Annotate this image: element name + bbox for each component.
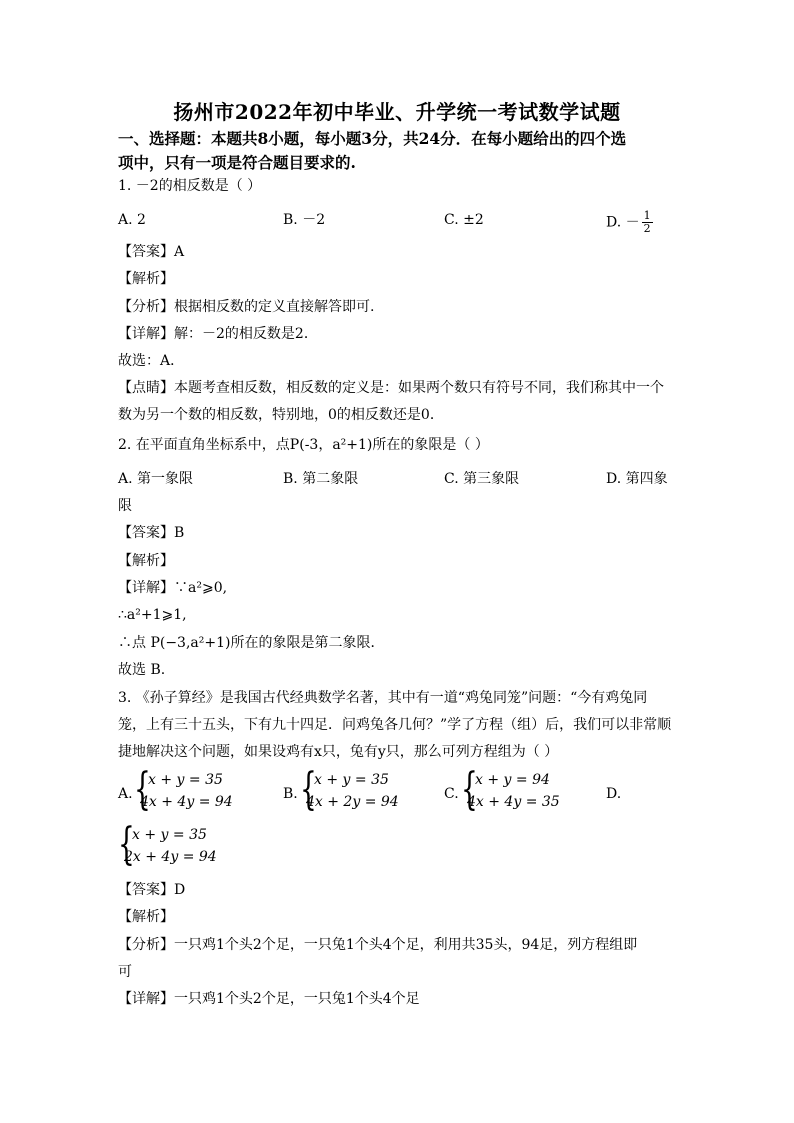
q2-option-d: D. 第四象 — [606, 471, 668, 487]
equation: x + y = 35 — [148, 772, 223, 788]
q1-option-b: B. －2 — [283, 212, 326, 228]
q3-option-b-label: B. — [283, 786, 298, 802]
equation: 4x + 2y = 94 — [306, 794, 399, 810]
brace-icon: { — [118, 819, 135, 870]
q3-answer: 【答案】D — [118, 882, 186, 898]
q2-detail-line3: ∴点 P(−3,a²+1)所在的象限是第二象限． — [118, 635, 385, 651]
fraction-denominator: 2 — [643, 222, 651, 235]
q1-option-a: A. 2 — [118, 212, 146, 228]
q3-option-a-label: A. — [118, 786, 133, 802]
fraction-numerator: 1 — [643, 209, 651, 222]
equation: 4x + 4y = 35 — [467, 794, 560, 810]
q1-option-c: C. ±2 — [444, 212, 484, 228]
q2-detail-line1: 【详解】∵a²⩾0, — [118, 580, 228, 596]
q1-detail: 【详解】解：－2的相反数是2． — [118, 326, 318, 342]
q3-option-c-system — [461, 764, 581, 818]
q2-option-b: B. 第二象限 — [283, 471, 359, 487]
q1-dianjing-line2: 数为另一个数的相反数，特别地，0的相反数还是0． — [118, 407, 444, 423]
q1-analysis-label: 【解析】 — [118, 271, 174, 287]
q2-option-a: A. 第一象限 — [118, 471, 194, 487]
q1-stem: 1. －2的相反数是（ ） — [118, 178, 262, 194]
page-title: 扬州市2022年初中毕业、升学统一考试数学试题 — [173, 100, 621, 124]
q1-dianjing-line1: 【点睛】本题考查相反数，相反数的定义是：如果两个数只有符号不同，我们称其中一个 — [118, 380, 664, 396]
q3-option-d-system — [118, 819, 238, 873]
q3-option-d-label: D. — [606, 786, 622, 802]
q3-option-b-system — [300, 764, 420, 818]
brace-icon: { — [134, 764, 151, 815]
equation: 2x + 4y = 94 — [124, 849, 217, 865]
q3-stem-line3: 捷地解决这个问题，如果设鸡有x只，兔有y只，那么可列方程组为（ ） — [118, 744, 559, 760]
q3-stem-line1: 3. 《孙子算经》是我国古代经典数学名著，其中有一道“鸡兔同笼”问题：“今有鸡兔同 — [118, 690, 648, 706]
equation: x + y = 35 — [132, 827, 207, 843]
section-heading-line2: 项中，只有一项是符合题目要求的. — [118, 153, 356, 172]
q3-option-a-system — [134, 764, 254, 818]
q1-choose: 故选：A． — [118, 353, 185, 369]
q3-option-c-label: C. — [444, 786, 459, 802]
brace-icon: { — [300, 764, 317, 815]
brace-icon: { — [461, 764, 478, 815]
q3-fenxi-line2: 可 — [118, 964, 132, 980]
q3-detail: 【详解】一只鸡1个头2个足，一只兔1个头4个足 — [118, 991, 420, 1007]
equation: x + y = 94 — [475, 772, 550, 788]
q3-analysis-label: 【解析】 — [118, 909, 174, 925]
equation: 4x + 4y = 94 — [140, 794, 233, 810]
section-heading-line1: 一、选择题：本题共8小题，每小题3分，共24分．在每小题给出的四个选 — [118, 129, 627, 148]
q3-stem-line2: 笼，上有三十五头，下有九十四足．问鸡兔各几何？”学了方程（组）后，我们可以非常顺 — [118, 717, 672, 733]
q2-stem: 2. 在平面直角坐标系中，点P(-3，a²+1)所在的象限是（ ） — [118, 437, 489, 453]
q2-choose: 故选 B. — [118, 662, 166, 678]
q2-analysis-label: 【解析】 — [118, 553, 174, 569]
q2-detail-line2: ∴a²+1⩾1, — [118, 607, 187, 623]
q2-answer: 【答案】B — [118, 525, 185, 541]
q1-option-d — [606, 210, 653, 235]
q1-fenxi: 【分析】根据相反数的定义直接解答即可. — [118, 299, 375, 315]
q1-option-d-label: D. － — [606, 214, 640, 231]
q1-option-d-fraction — [642, 210, 653, 235]
q2-option-c: C. 第三象限 — [444, 471, 520, 487]
equation: x + y = 35 — [314, 772, 389, 788]
q1-answer: 【答案】A — [118, 244, 185, 260]
q3-fenxi-line1: 【分析】一只鸡1个头2个足，一只兔1个头4个足，利用共35头，94足，列方程组即 — [118, 937, 638, 953]
q2-option-d-continued: 限 — [118, 498, 132, 514]
